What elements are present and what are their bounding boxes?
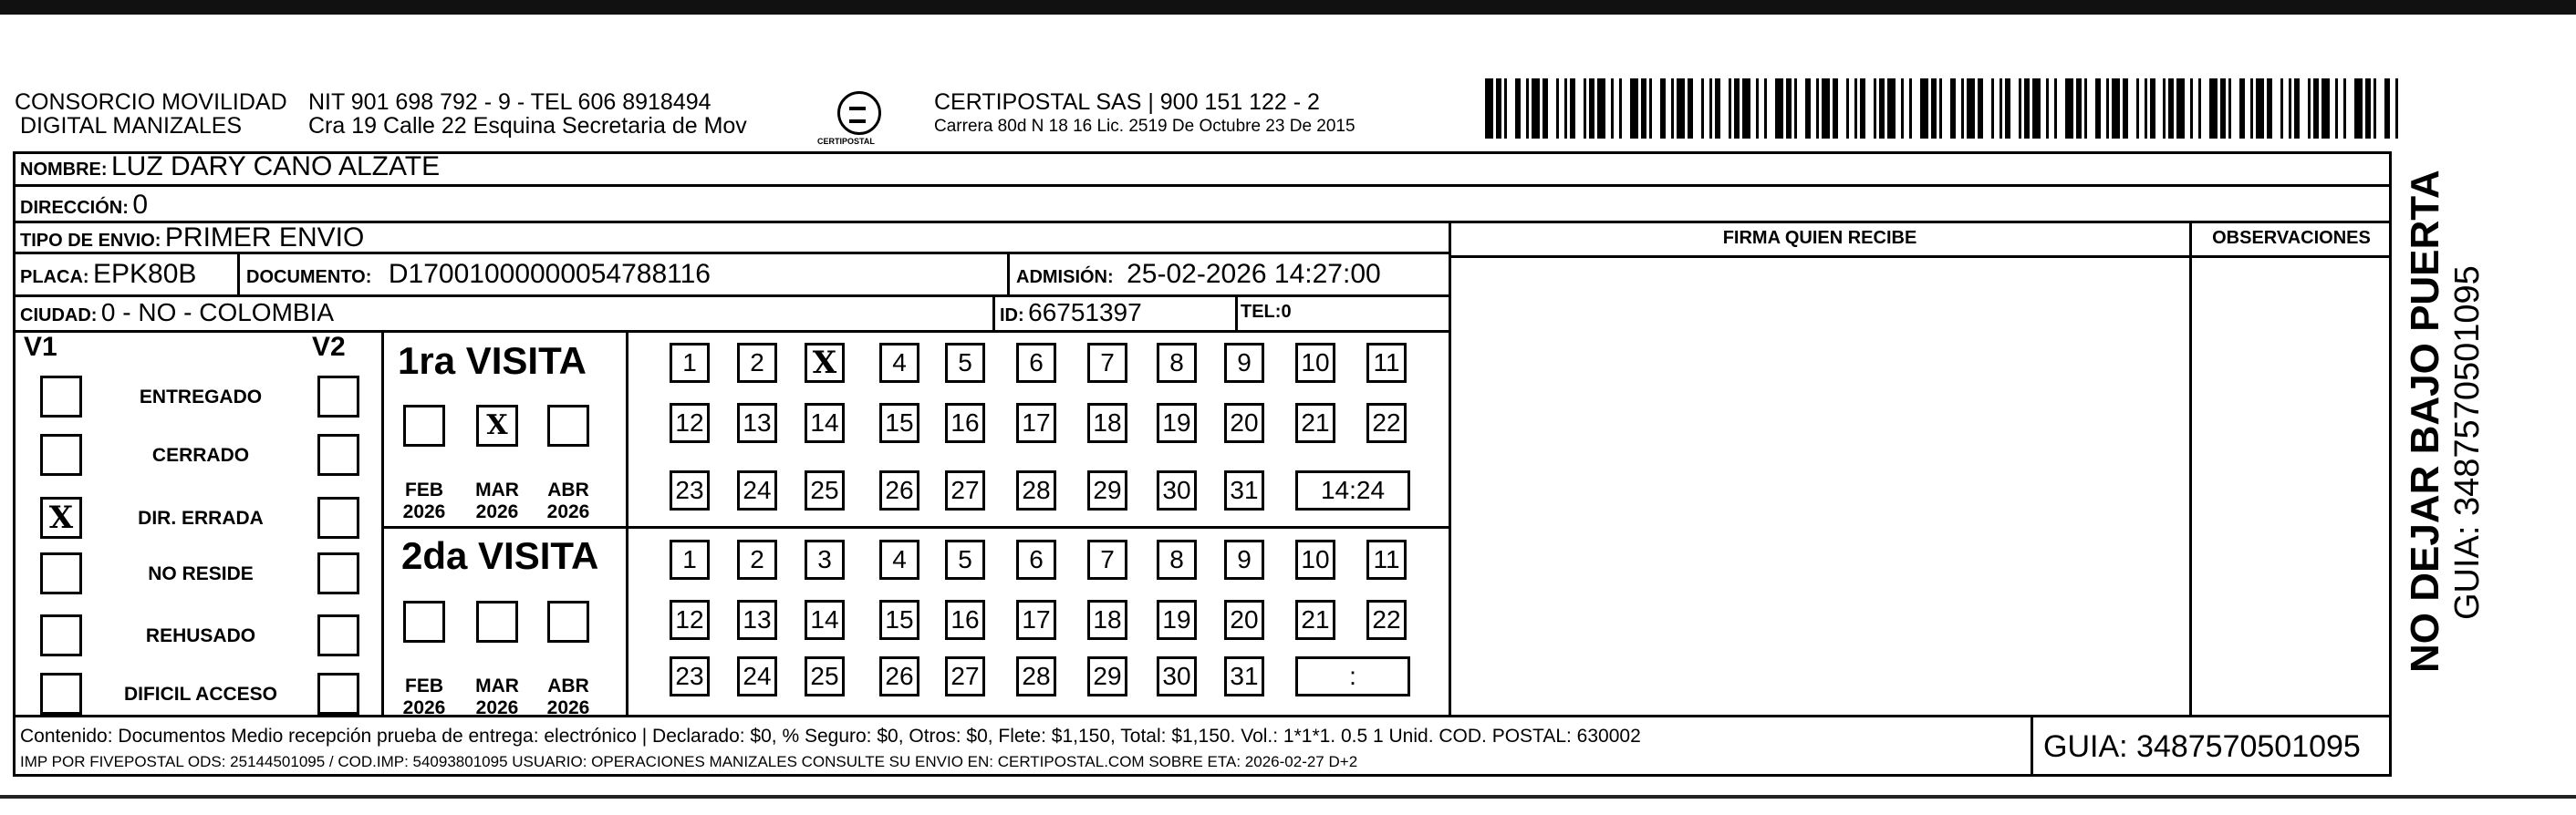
direccion-label: DIRECCIÓN: [20,198,129,218]
first-visit-label: 1ra VISITA [398,339,587,382]
month-label [535,480,602,523]
day-box[interactable]: 11 [1366,540,1407,580]
month-checkbox[interactable]: X [476,405,518,447]
footer-guia: GUIA: 3487570501095 [2043,729,2361,764]
month-name: ABR [547,480,589,500]
day-box[interactable]: 16 [945,600,985,640]
day-box[interactable]: 31 [1224,656,1264,696]
day-box[interactable]: 4 [879,343,919,383]
day-box[interactable]: 8 [1157,343,1197,383]
day-box[interactable]: 11 [1366,343,1407,383]
month-label [390,676,458,719]
day-box[interactable]: 8 [1157,540,1197,580]
day-box[interactable]: 5 [945,540,985,580]
day-box[interactable]: 27 [945,470,985,511]
day-box[interactable]: 12 [670,600,710,640]
observaciones-label: OBSERVACIONES [2212,228,2371,248]
v1-checkbox[interactable]: X [40,497,82,539]
side-warning: NO DEJAR BAJO PUERTA [2403,170,2447,673]
status-label: CERRADO [151,445,250,466]
month-year: 2026 [402,501,446,522]
day-box[interactable]: 30 [1157,470,1197,511]
documento-value: D17001000000054788116 [388,259,711,289]
day-box[interactable]: 1 [670,343,710,383]
day-box[interactable]: X [805,343,845,383]
day-box[interactable]: 22 [1366,600,1407,640]
placa-label: PLACA: [20,267,89,287]
day-box[interactable]: 20 [1224,403,1264,443]
certipostal-logo-icon [837,91,881,135]
day-box[interactable]: 5 [945,343,985,383]
day-box[interactable]: 18 [1087,600,1127,640]
day-box[interactable]: 6 [1016,540,1056,580]
placa-value: EPK80B [93,259,197,289]
carrier-name: CERTIPOSTAL SAS | 900 151 122 - 2 [934,89,1320,115]
tel-value: 0 [1281,302,1292,322]
month-year: 2026 [475,697,519,718]
v2-checkbox[interactable] [317,552,359,594]
day-box[interactable]: 9 [1224,540,1264,580]
month-year: 2026 [402,697,446,718]
ciudad-value: 0 - NO - COLOMBIA [100,298,335,326]
second-visit-label: 2da VISITA [401,534,599,577]
day-box[interactable]: 21 [1295,403,1335,443]
v1-checkbox[interactable] [40,673,82,715]
day-box[interactable]: 4 [879,540,919,580]
day-box[interactable]: 30 [1157,656,1197,696]
day-box[interactable]: 31 [1224,470,1264,511]
month-checkbox[interactable] [547,601,589,643]
day-box[interactable]: 29 [1087,470,1127,511]
day-box[interactable]: 12 [670,403,710,443]
admision-value: 25-02-2026 14:27:00 [1127,259,1381,289]
bottom-edge [0,795,2576,799]
day-box[interactable]: 2 [737,540,777,580]
v2-checkbox[interactable] [317,497,359,539]
ciudad-label: CIUDAD: [20,305,98,325]
day-box[interactable]: 18 [1087,403,1127,443]
day-box[interactable]: 25 [805,656,845,696]
day-box[interactable]: 28 [1016,470,1056,511]
company-name-line2: DIGITAL MANIZALES [20,113,243,139]
status-label: REHUSADO [145,625,256,646]
day-box[interactable]: 16 [945,403,985,443]
day-box[interactable]: 26 [879,470,919,511]
month-checkbox[interactable] [547,405,589,447]
status-label: ENTREGADO [139,387,263,408]
day-box[interactable]: 10 [1295,343,1335,383]
day-box[interactable]: 17 [1016,600,1056,640]
month-label [463,676,531,719]
month-name: ABR [547,676,589,696]
id-label: ID: [1000,305,1024,325]
v1-checkbox[interactable] [40,434,82,476]
day-box[interactable]: 10 [1295,540,1335,580]
month-name: MAR [475,676,519,696]
company-address: Cra 19 Calle 22 Esquina Secretaria de Mov [308,113,747,139]
day-box[interactable]: 29 [1087,656,1127,696]
status-label: DIFICIL ACCESO [123,684,277,705]
status-label: DIR. ERRADA [138,508,264,529]
day-box[interactable]: 14 [805,403,845,443]
day-box[interactable]: 20 [1224,600,1264,640]
company-name-line1: CONSORCIO MOVILIDAD [15,89,287,115]
v2-checkbox[interactable] [317,673,359,715]
v1-checkbox[interactable] [40,614,82,656]
day-box[interactable]: 22 [1366,403,1407,443]
month-name: FEB [405,676,443,696]
top-edge [0,0,2576,15]
documento-label: DOCUMENTO: [246,267,372,287]
firma-label: FIRMA QUIEN RECIBE [1722,228,1917,248]
tipo-envio-value: PRIMER ENVIO [164,222,365,253]
day-box[interactable]: 24 [737,656,777,696]
month-checkbox[interactable] [403,405,445,447]
day-box[interactable]: 24 [737,470,777,511]
day-box[interactable]: 9 [1224,343,1264,383]
day-box[interactable]: 27 [945,656,985,696]
day-box[interactable]: 21 [1295,600,1335,640]
carrier-address: Carrera 80d N 18 16 Lic. 2519 De Octubre 23 De 2015 [934,117,1356,136]
month-checkbox[interactable] [403,601,445,643]
admision-label: ADMISIÓN: [1016,267,1114,287]
day-box[interactable]: 19 [1157,600,1197,640]
month-year: 2026 [546,697,590,718]
v2-label: V2 [312,332,346,362]
day-box[interactable]: 7 [1087,540,1127,580]
logo-caption: CERTIPOSTAL [817,137,875,146]
v2-checkbox[interactable] [317,614,359,656]
day-box[interactable]: 19 [1157,403,1197,443]
day-box[interactable]: 23 [670,470,710,511]
direccion-value: 0 [132,190,149,220]
footer-contenido: Contenido: Documentos Medio recepción prueba de entrega: electrónico | Declarado: $0, % Seguro: $0, Otros: $0, Flete: $1,150, Total: $1,150. Vol.: 1*1*1. 0.5 1 Unid. COD. POSTAL: 630002 [20,726,1641,747]
company-nit: NIT 901 698 792 - 9 - TEL 606 8918494 [308,89,712,115]
id-value: 66751397 [1028,298,1142,326]
v1-checkbox[interactable] [40,376,82,418]
day-box[interactable]: 2 [737,343,777,383]
time-box[interactable]: : [1295,656,1410,696]
nombre-label: NOMBRE: [20,160,108,180]
day-box[interactable]: 3 [805,540,845,580]
day-box[interactable]: 14 [805,600,845,640]
day-box[interactable]: 26 [879,656,919,696]
tipo-envio-label: TIPO DE ENVIO: [20,231,161,251]
day-box[interactable]: 28 [1016,656,1056,696]
nombre-value: LUZ DARY CANO ALZATE [111,151,441,181]
v2-checkbox[interactable] [317,434,359,476]
month-label [463,480,531,523]
day-box[interactable]: 1 [670,540,710,580]
day-box[interactable]: 15 [879,600,919,640]
day-box[interactable]: 17 [1016,403,1056,443]
v1-label: V1 [24,332,57,362]
month-year: 2026 [546,501,590,522]
month-year: 2026 [475,501,519,522]
barcode-icon [1485,78,2401,139]
time-box[interactable]: 14:24 [1295,470,1410,511]
status-label: NO RESIDE [148,563,254,584]
footer-imp: IMP POR FIVEPOSTAL ODS: 25144501095 / COD.IMP: 54093801095 USUARIO: OPERACIONES MANIZALES CONSULTE SU ENVIO EN: CERTIPOSTAL.COM SOBRE ETA: 2026-02-27 D+2 [20,753,1358,770]
month-name: MAR [475,480,519,500]
day-box[interactable]: 13 [737,600,777,640]
day-box[interactable]: 23 [670,656,710,696]
month-name: FEB [405,480,443,500]
month-checkbox[interactable] [476,601,518,643]
side-guia: GUIA: 3487570501095 [2448,265,2487,620]
day-box[interactable]: 25 [805,470,845,511]
day-box[interactable]: 7 [1087,343,1127,383]
day-box[interactable]: 6 [1016,343,1056,383]
month-label [390,480,458,523]
v1-checkbox[interactable] [40,552,82,594]
v2-checkbox[interactable] [317,376,359,418]
day-box[interactable]: 13 [737,403,777,443]
day-box[interactable]: 15 [879,403,919,443]
tel-label: TEL: [1241,302,1282,322]
month-label [535,676,602,719]
